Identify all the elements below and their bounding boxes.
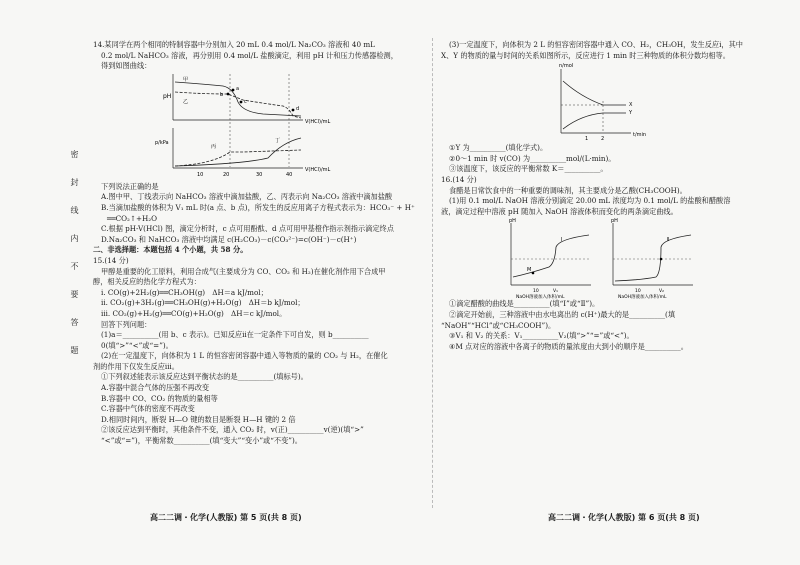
- q16-line: (1)用 0.1 mol/L NaOH 溶液分别滴定 20.00 mL 浓度均为 0.1 mol/L 的盐酸和醋酸溶: [449, 196, 731, 206]
- series-label: X: [629, 102, 633, 109]
- page-divider: [432, 38, 433, 508]
- q14-axis-x-bottom: V(HCl)/mL: [305, 166, 331, 173]
- q14-axis-ph: pH: [163, 92, 172, 100]
- q15-line: B.容器中 CO、CO₂ 的物质的量相等: [101, 393, 218, 403]
- point-label: b: [220, 91, 224, 98]
- footer-left: 高二二调・化学(人教版) 第 5 页(共 8 页): [150, 513, 302, 522]
- q15-3-line: X、Y 的物质的量与时间的关系如图所示，反应进行 1 min 时三种物质的体积分数均相等。: [441, 50, 730, 60]
- axis-label: NaOH溶液加入体积/mL: [618, 295, 667, 300]
- curve-label: 乙: [183, 98, 189, 105]
- axis-label: NaOH溶液加入体积/mL: [516, 295, 565, 300]
- curve-2: [615, 235, 691, 281]
- right-column: [441, 40, 771, 352]
- q14-graph: [93, 72, 423, 182]
- q15-line: 甲醇是重要的化工原料，利用合成气(主要成分为 CO、CO₂ 和 H₂)在催化剂作用下合成甲: [101, 266, 386, 276]
- q15-line: (1)a＝__________(用 b、c 表示)。已知反应ⅱ在一定条件下可自发，则 b__________: [101, 330, 369, 340]
- q15-line: ⅰ. CO(g)+2H₂(g)══CH₃OH(g) ΔH＝a kJ/mol；: [101, 287, 268, 297]
- q15-line: 回答下列问题：: [101, 319, 152, 329]
- left-column: [93, 40, 423, 447]
- curve-label: 甲: [183, 76, 189, 83]
- tick: 2: [601, 136, 605, 143]
- curve-label: 丙: [211, 143, 217, 150]
- series-x: [563, 81, 626, 105]
- series-y: [563, 113, 626, 129]
- q15-line: 0(填“>”“<”或“=”)。: [101, 340, 173, 350]
- q15-3-answer: ①Y 为__________(填化学式)。: [449, 143, 548, 153]
- curve-label: 丁: [275, 137, 281, 144]
- q16-graphs: [441, 217, 771, 299]
- q15-line: ⅱ. CO₂(g)+3H₂(g)══CH₃OH(g)+H₂O(g) ΔH＝b kJ/mol；: [101, 298, 305, 308]
- q14-option-d: D.Na₂CO₃ 和 NaHCO₃ 溶液中均满足 c(H₂CO₃)－c(CO₃²⁻)=c(OH⁻)－c(H⁺): [101, 234, 357, 244]
- q15-line: 15.(14 分): [93, 255, 129, 265]
- q15-3-graph: [441, 61, 771, 143]
- q16-answer: ①滴定醋酸的曲线是__________(填“Ⅰ”或“Ⅱ”)。: [449, 299, 600, 309]
- footer-right: 高二二调・化学(人教版) 第 6 页(共 8 页): [548, 513, 700, 522]
- point-label: M: [527, 267, 532, 274]
- q15-3-answer: ③该温度下，该反应的平衡常数 K＝__________。: [449, 164, 608, 174]
- tick: 10: [533, 289, 539, 295]
- curve-yi: [175, 92, 301, 118]
- q14-option-b: B.当滴加盐酸的体积为 V₁ mL 时(a 点、b 点)，所发生的反应用离子方程式表示为：HCO₃⁻ + H⁺: [101, 202, 415, 212]
- q14-option-a: A.图中甲、丁线表示向 NaHCO₃ 溶液中滴加盐酸，乙、丙表示向 Na₂CO₃ 溶液中滴加盐酸: [101, 192, 393, 202]
- q16-line: 液，滴定过程中溶液 pH 随加入 NaOH 溶液体积而变化的两条滴定曲线。: [441, 206, 678, 216]
- tick: 1: [585, 136, 589, 143]
- q14-option-b-cont: ══CO₂↑+H₂O: [107, 213, 158, 223]
- curve-label: Ⅱ: [667, 237, 670, 244]
- q16-answer: ④M 点对应的溶液中各离子的物质的量浓度由大到小的顺序是__________。: [449, 341, 688, 351]
- tick: V₁: [553, 289, 558, 295]
- series-label: Y: [629, 110, 633, 117]
- curve-label: Ⅰ: [561, 237, 563, 244]
- tick: 10: [197, 171, 204, 178]
- q14-axis-x-top: V(HCl)/mL: [305, 118, 331, 125]
- tick: 20: [223, 171, 230, 178]
- tick: 30: [256, 171, 263, 178]
- q16-answer: ②滴定开始前，三种溶液中由水电离出的 c(H⁺)最大的是__________(填: [449, 309, 676, 319]
- q15-line: ⅲ. CO₂(g)+H₂(g)══CO(g)+H₂O(g) ΔH＝c kJ/mol。: [101, 308, 287, 318]
- point-label: a: [236, 85, 240, 92]
- q14-option-c: C.根据 pH-V(HCl) 图，滴定分析时，c 点可用酚酞、d 点可用甲基橙作指示剂指示滴定终点: [101, 224, 394, 234]
- axis-label: pH: [611, 218, 618, 225]
- q15-line: 醇，相关反应的热化学方程式为：: [93, 277, 201, 287]
- q16-answer: ③V₁ 和 V₂ 的关系：V₁__________V₂(填“>”“=”或“<”)。: [449, 331, 634, 341]
- q15-line: A.容器中混合气体的压强不再改变: [101, 383, 210, 393]
- q15-line: 剂的作用下仅发生反应ⅲ。: [93, 361, 179, 371]
- q15-line: ②该反应达到平衡时，其他条件不变，通入 CO₂ 时，v(正)__________v(逆)(填“>”: [101, 425, 364, 435]
- q15-3-answer: ②0～1 min 时 v(CO) 为__________mol/(L·min)。: [449, 153, 616, 163]
- q14-axis-p: p/kPa: [155, 139, 169, 146]
- point-label: d: [296, 105, 300, 112]
- q15-line: C.容器中气体的密度不再改变: [101, 404, 195, 414]
- axis-label: t/min: [633, 132, 647, 139]
- point-label: c: [244, 98, 247, 105]
- section-title: 二、非选择题：本题包括 4 个小题，共 58 分。: [93, 245, 248, 255]
- tick: 10: [635, 289, 641, 295]
- axis-label: pH: [509, 218, 516, 225]
- tick: V₂: [659, 289, 664, 295]
- q15-line: “<”或“=”)，平衡常数__________(填“变大”“变小”或“不变”)。: [101, 436, 302, 446]
- q14-line: 得到如图曲线：: [101, 61, 152, 71]
- q15-line: (2)在一定温度下，向体积为 1 L 的恒容密闭容器中通入等物质的量的 CO₂ 与 H₂，在催化: [101, 351, 388, 361]
- q16-line: 16.(14 分): [441, 174, 477, 184]
- q15-3-line: (3)一定温度下，向体积为 2 L 的恒容密闭容器中通入 CO、H₂，CH₃OH，发生反应ⅰ，其中: [449, 40, 743, 49]
- q14-line: 14.某同学在两个相同的特制容器中分别加入 20 mL 0.4 mol/L Na₂CO₃ 溶液和 40 mL: [93, 40, 375, 49]
- tick: 40: [286, 171, 293, 178]
- q14-intro: 下列说法正确的是: [101, 181, 159, 191]
- q15-line: ①下列叙述能表示该反应达到平衡状态的是__________(填标号)。: [101, 372, 308, 382]
- q15-line: D.相同时间内，断裂 H—O 键的数目是断裂 H—H 键的 2 倍: [101, 414, 296, 424]
- seal-line-notice: 密 封 线 内 不 要 答 题: [70, 150, 79, 360]
- q16-answer: “NaOH”“HCl”或“CH₃COOH”)。: [441, 320, 556, 330]
- curve-bing: [175, 150, 301, 166]
- axis-label: n/mol: [559, 63, 574, 70]
- curve-1: [513, 235, 589, 277]
- q16-line: 食醋是日常饮食中的一种重要的调味剂，其主要成分是乙酸(CH₃COOH)。: [449, 185, 687, 195]
- q14-line: 0.2 mol/L NaHCO₃ 溶液，再分别用 0.4 mol/L 盐酸滴定，利用 pH 计和压力传感器检测，: [101, 50, 398, 60]
